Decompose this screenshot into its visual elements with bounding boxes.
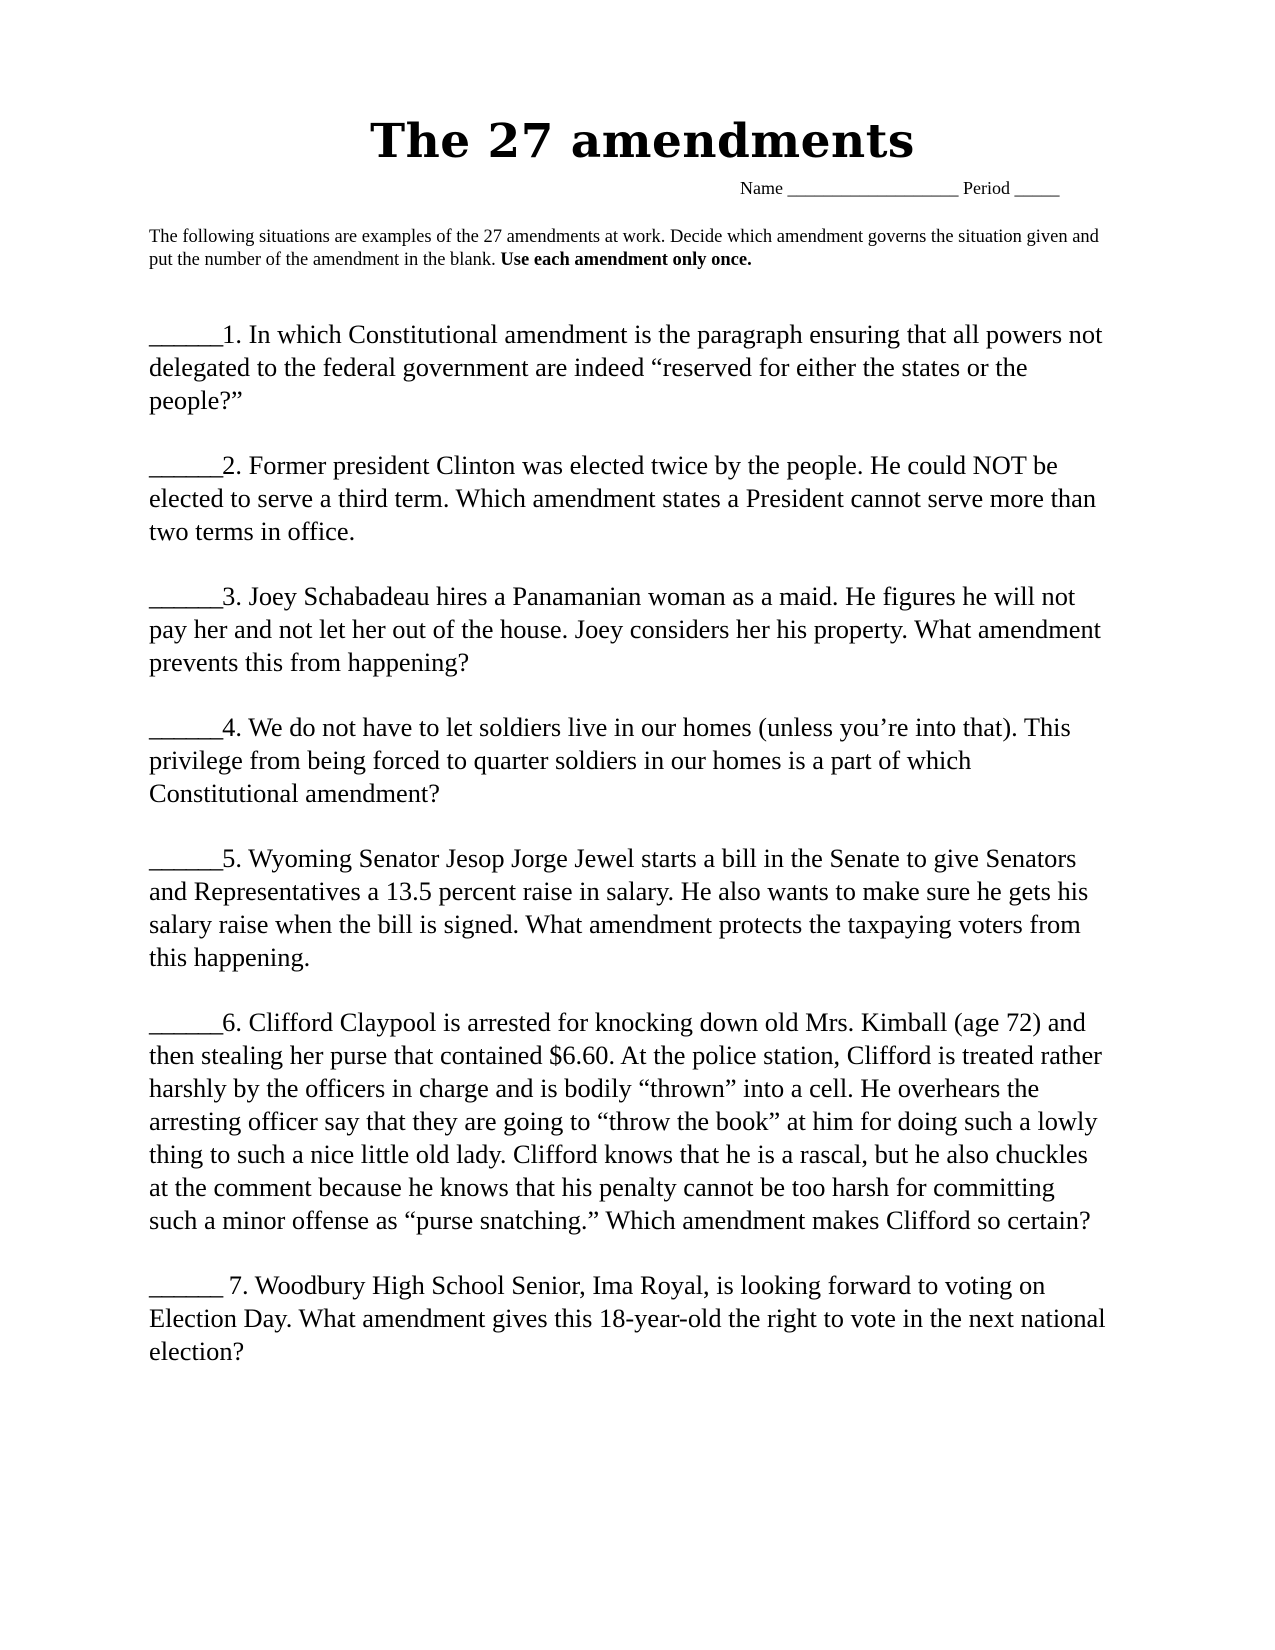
question-text: In which Constitutional amendment is the paragraph ensuring that all powers not delegated to the federal government are indeed “reserved for either the states or the people?” — [149, 319, 1103, 415]
name-blank[interactable]: ___________________ — [787, 178, 959, 198]
question-item — [149, 711, 1109, 810]
question-text: Wyoming Senator Jesop Jorge Jewel starts a bill in the Senate to give Senators and Representatives a 13.5 percent raise in salary. He also wants to make sure he gets his salary raise when the bill is signed. What amendment protects the taxpaying voters from this happening. — [149, 843, 1089, 972]
question-text: Clifford Claypool is arrested for knocking down old Mrs. Kimball (age 72) and then stealing her purse that contained $6.60. At the police station, Clifford is treated rather harshly by the officers in charge and is bodily “thrown” into a cell. He overhears the arresting officer say that they are going to “throw the book” at him for doing such a lowly thing to such a nice little old lady. Clifford knows that he is a rascal, but he also chuckles at the comment because he knows that his penalty cannot be too harsh for committing such a minor offense as “purse snatching.” Which amendment makes Clifford so certain? — [149, 1007, 1102, 1235]
question-list — [149, 318, 1109, 1400]
question-text: Joey Schabadeau hires a Panamanian woman as a maid. He figures he will not pay her and not let her out of the house. Joey considers her his property. What amendment prevents this from happening? — [149, 581, 1101, 677]
instructions-emphasis: Use each amendment only once. — [500, 250, 752, 270]
answer-blank[interactable]: ______ — [149, 843, 223, 873]
title-text: The 27 amendments — [370, 114, 915, 169]
question-number: 1. — [222, 319, 242, 349]
worksheet-title — [0, 112, 1275, 172]
answer-blank[interactable]: ______ — [149, 1007, 223, 1037]
question-item — [149, 1006, 1109, 1237]
name-period-row — [740, 178, 1059, 199]
question-number: 4. — [222, 712, 242, 742]
question-number: 2. — [222, 450, 242, 480]
name-label: Name — [740, 178, 783, 198]
answer-blank[interactable]: ______ — [149, 319, 223, 349]
period-blank[interactable]: _____ — [1014, 178, 1060, 198]
question-number: 7. — [222, 1270, 249, 1300]
question-text: Woodbury High School Senior, Ima Royal, is looking forward to voting on Election Day. What amendment gives this 18-year-old the right to vote in the next national election? — [149, 1270, 1106, 1366]
answer-blank[interactable]: ______ — [149, 1270, 223, 1300]
period-label: Period — [962, 178, 1010, 198]
question-item — [149, 580, 1109, 679]
question-number: 3. — [222, 581, 242, 611]
question-item — [149, 842, 1109, 974]
question-text: We do not have to let soldiers live in our homes (unless you’re into that). This privilege from being forced to quarter soldiers in our homes is a part of which Constitutional amendment? — [149, 712, 1071, 808]
question-item — [149, 449, 1109, 548]
question-text: Former president Clinton was elected twice by the people. He could NOT be elected to serve a third term. Which amendment states a President cannot serve more than two terms in office. — [149, 450, 1097, 546]
answer-blank[interactable]: ______ — [149, 581, 223, 611]
answer-blank[interactable]: ______ — [149, 450, 223, 480]
question-number: 5. — [222, 843, 242, 873]
question-item — [149, 318, 1109, 417]
instructions — [149, 226, 1109, 272]
question-item — [149, 1269, 1109, 1368]
answer-blank[interactable]: ______ — [149, 712, 223, 742]
question-number: 6. — [222, 1007, 242, 1037]
instructions-text: The following situations are examples of the 27 amendments at work. Decide which amendment governs the situation given and put the number of the amendment in the blank. — [149, 227, 1099, 270]
